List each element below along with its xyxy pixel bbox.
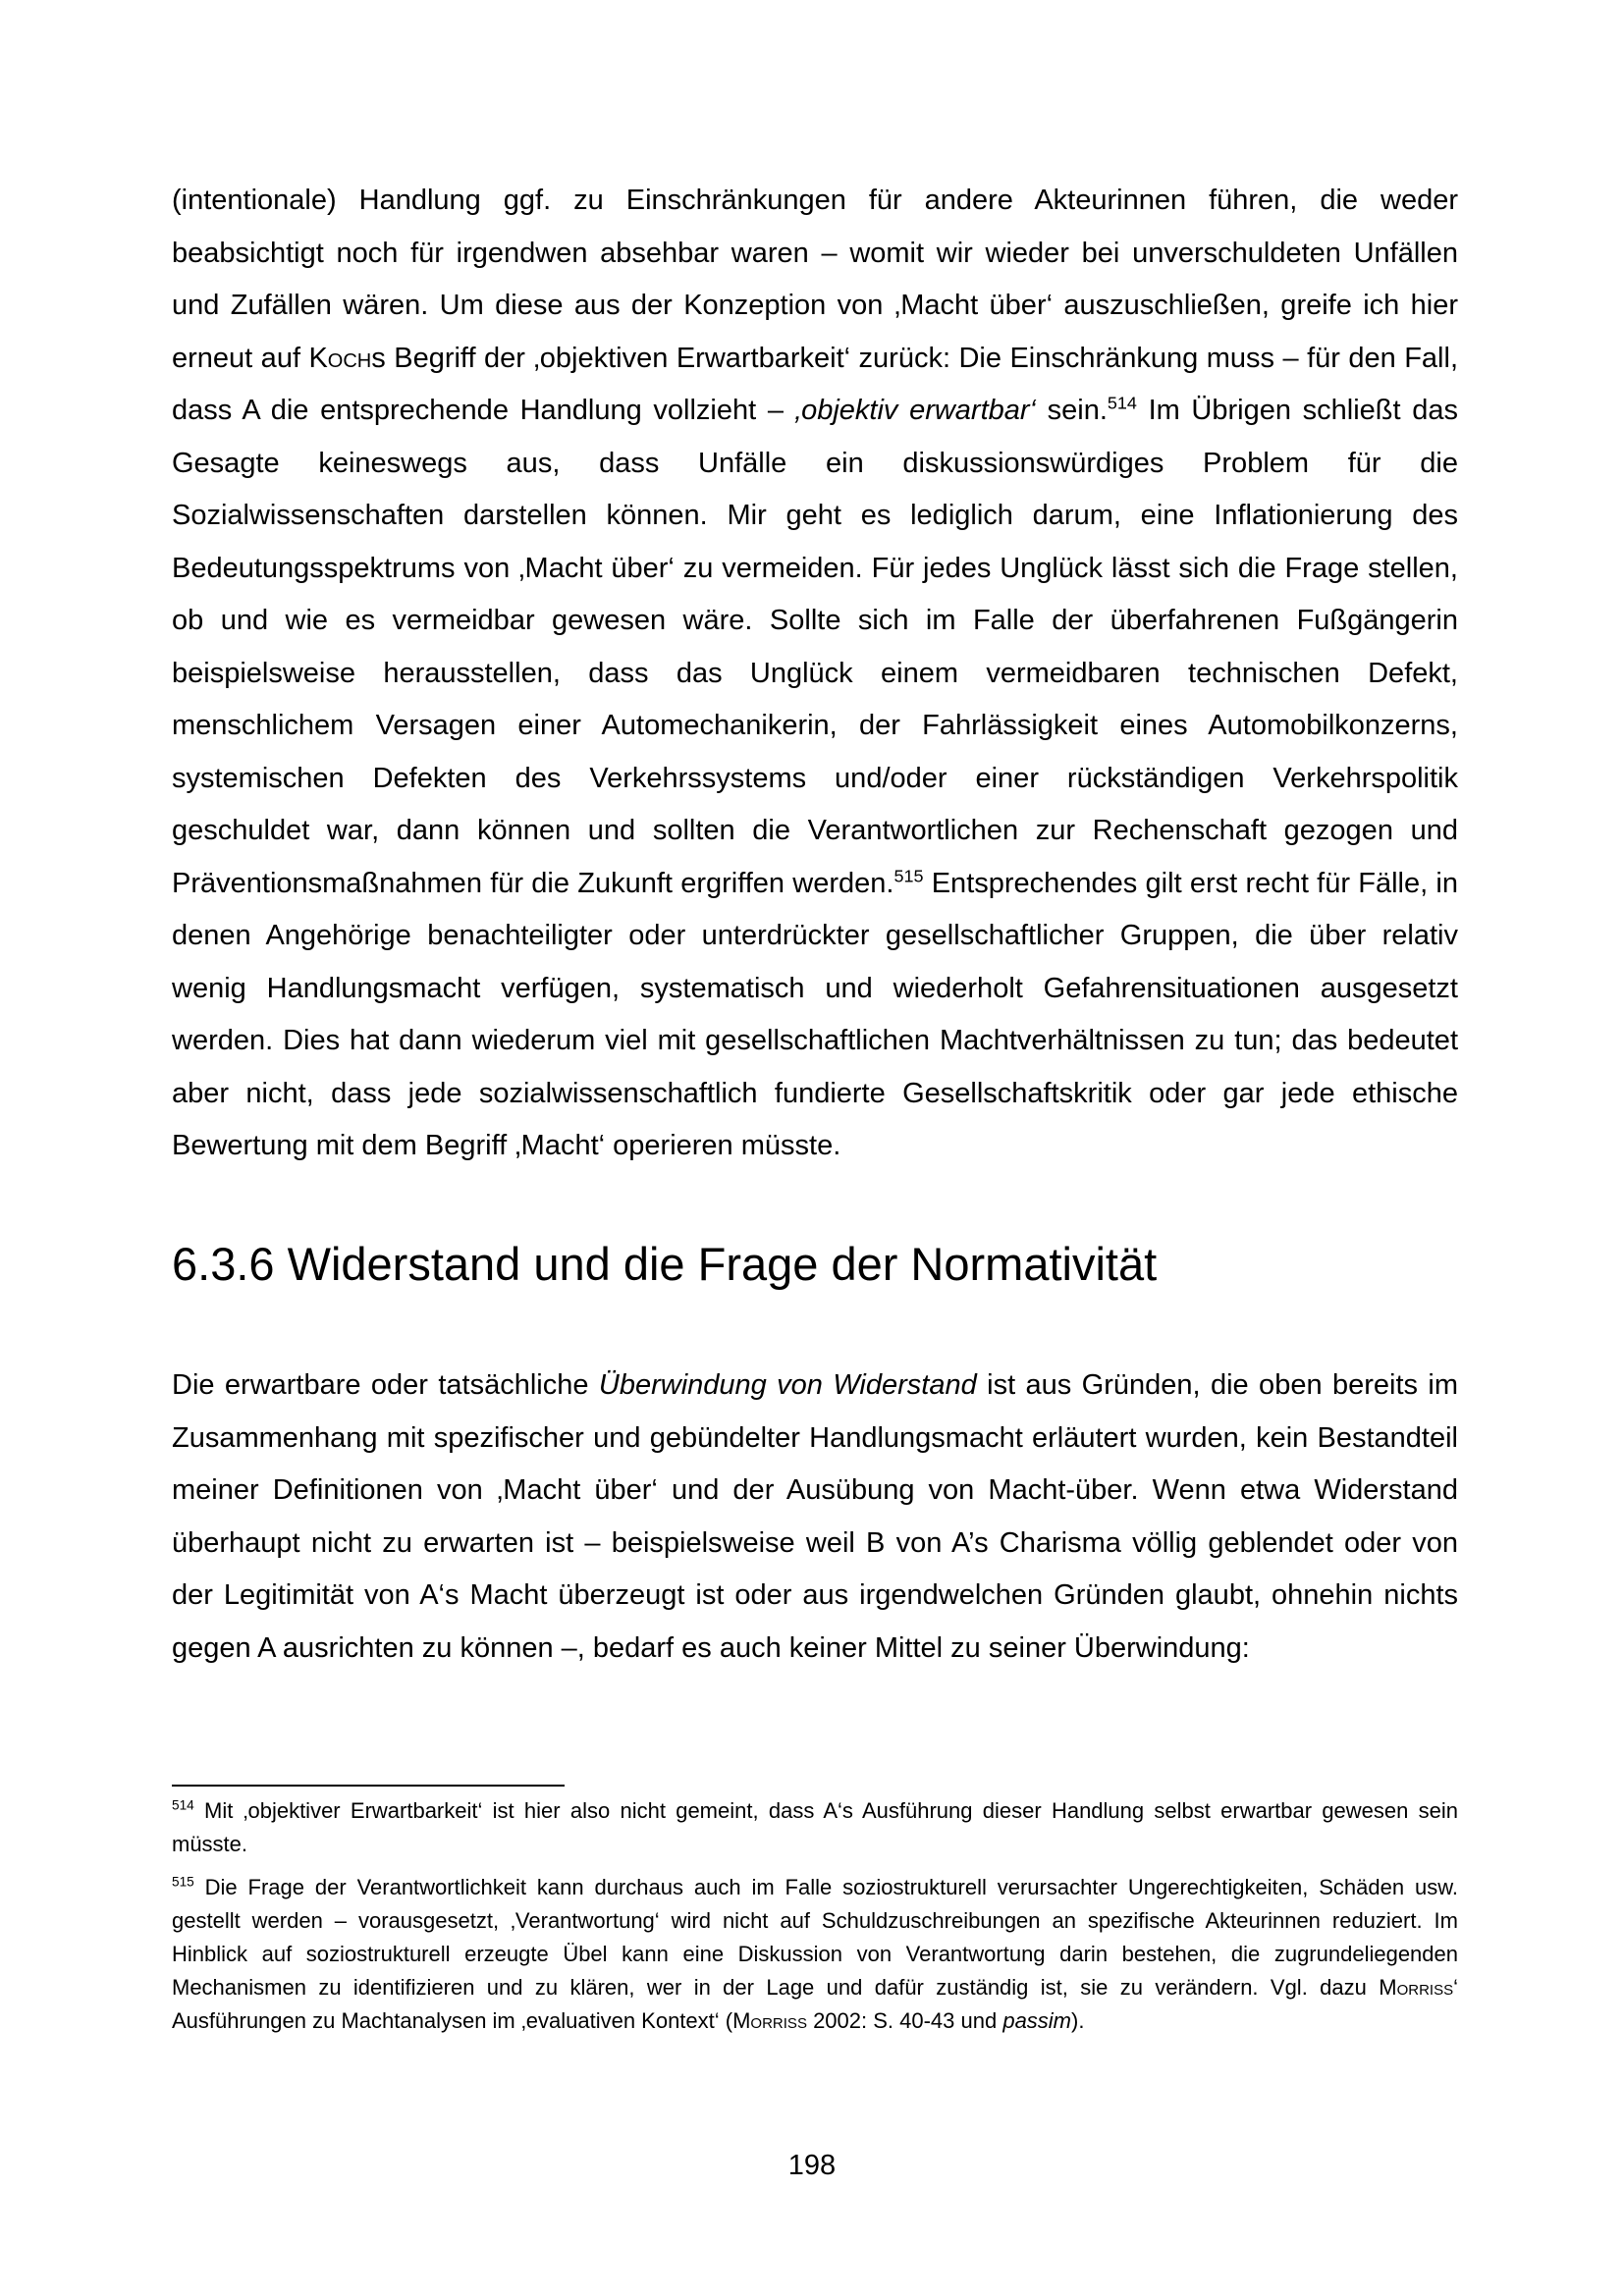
section-heading: 6.3.6 Widerstand und die Frage der Normativität: [172, 1238, 1158, 1290]
footnote-514: $^{514}$ Mit ‚objektiver Erwartbarkeit‘ ist hier also nicht gemeint, dass A‘s Ausführung dieser Handlung selbst erwartbar gewesen sein müsste.: [172, 1797, 1458, 1856]
emphasis-ueberwindung-von-widerstand: Überwindung von Widerstand: [598, 1369, 977, 1401]
footnote-number: 515: [172, 1874, 194, 1890]
emphasis-objektiv-erwartbar: ‚objektiv erwartbar‘: [794, 395, 1036, 426]
author-name-koch: Koch: [308, 342, 372, 374]
body-paragraph-2: [172, 1360, 1458, 1675]
footnote-515: $^{515}$ Die Frage der Verantwortlichkeit kann durchaus auch im Falle soziostrukturell verursachter Ungerechtigkeiten, Schäden usw. gestellt werden – vorausgesetzt, ‚Verantwortung‘ wird nicht auf Schuldzuschreibungen an spezifische Akteurinnen reduziert. Im Hinblick auf soziostrukturell erzeugte Übel kann eine Diskussion von Verantwortung darin bestehen, die zugrundeliegenden Mechanismen zu identifizieren und zu klären, wer in der Lage und dafür zuständig ist, sie zu verändern. Vgl. dazu Morriss‘ Ausführungen zu Machtanalysen im ‚evaluativen Kontext‘ (Morriss 2002: S. 40-43 und passim).: [172, 1874, 1458, 2033]
emphasis-passim: passim: [1002, 2008, 1072, 2033]
paragraph-text: Die erwartbare oder tatsächliche Überwindung von Widerstand ist aus Gründen, die oben bereits im Zusammenhang mit spezifischer und gebündelter Handlungsmacht erläutert wurden, kein Bestandteil meiner Definitionen von ‚Macht über‘ und der Ausübung von Macht-über. Wenn etwa Widerstand überhaupt nicht zu erwarten ist – beispielsweise weil B von A’s Charisma völlig geblendet oder von der Legitimität von A‘s Macht überzeugt ist oder aus irgendwelchen Gründen glaubt, ohnehin nichts gegen A ausrichten zu können –, bedarf es auch keiner Mittel zu seiner Überwindung:: [172, 1369, 1458, 1664]
paragraph-text: (intentionale) Handlung ggf. zu Einschränkungen für andere Akteurinnen führen, die weder beabsichtigt noch für irgendwen absehbar waren – womit wir wieder bei unverschuldeten Unfällen und Zufällen wären. Um diese aus der Konzeption von ‚Macht über‘ auszuschließen, greife ich hier erneut auf Kochs Begriff der ‚objektiven Erwartbarkeit‘ zurück: Die Einschränkung muss – für den Fall, dass A die entsprechende Handlung vollzieht – ‚objektiv erwartbar‘ sein.$^{514}$ Im Übrigen schließt das Gesagte keineswegs aus, dass Unfälle ein diskussionswürdiges Problem für die Sozialwissenschaften darstellen können. Mir geht es lediglich darum, eine Inflationierung des Bedeutungsspektrums von ‚Macht über‘ zu vermeiden. Für jedes Unglück lässt sich die Frage stellen, ob und wie es vermeidbar gewesen wäre. Sollte sich im Falle der überfahrenen Fußgängerin beispielsweise herausstellen, dass das Unglück einem vermeidbaren technischen Defekt, menschlichem Versagen einer Automechanikerin, der Fahrlässigkeit eines Automobilkonzerns, systemischen Defekten des Verkehrssystems und/oder einer rückständigen Verkehrspolitik geschuldet war, dann können und sollten die Verantwortlichen zur Rechenschaft gezogen und Präventionsmaßnahmen für die Zukunft ergriffen werden.$^{515}$ Entsprechendes gilt erst recht für Fälle, in denen Angehörige benachteiligter oder unterdrückter gesellschaftlicher Gruppen, die über relativ wenig Handlungsmacht verfügen, systematisch und wiederholt Gefahrensituationen ausgesetzt werden. Dies hat dann wiederum viel mit gesellschaftlichen Machtverhältnissen zu tun; das bedeutet aber nicht, dass jede sozialwissenschaftlich fundierte Gesellschaftskritik oder gar jede ethische Bewertung mit dem Begriff ‚Macht‘ operieren müsste.: [172, 185, 1459, 1161]
page-number: 198: [787, 2150, 837, 2181]
body-paragraph-1: [172, 175, 1458, 1173]
footnote-number: 514: [172, 1797, 194, 1813]
author-name-morriss: Morriss: [732, 2008, 807, 2033]
footnote-ref-514[interactable]: 514: [1107, 393, 1137, 413]
footnotes: [172, 1794, 1458, 2048]
footnote-ref-515[interactable]: 515: [893, 865, 924, 885]
author-name-morriss: Morriss: [1379, 1975, 1454, 2000]
footnote-separator: [172, 1785, 565, 1787]
